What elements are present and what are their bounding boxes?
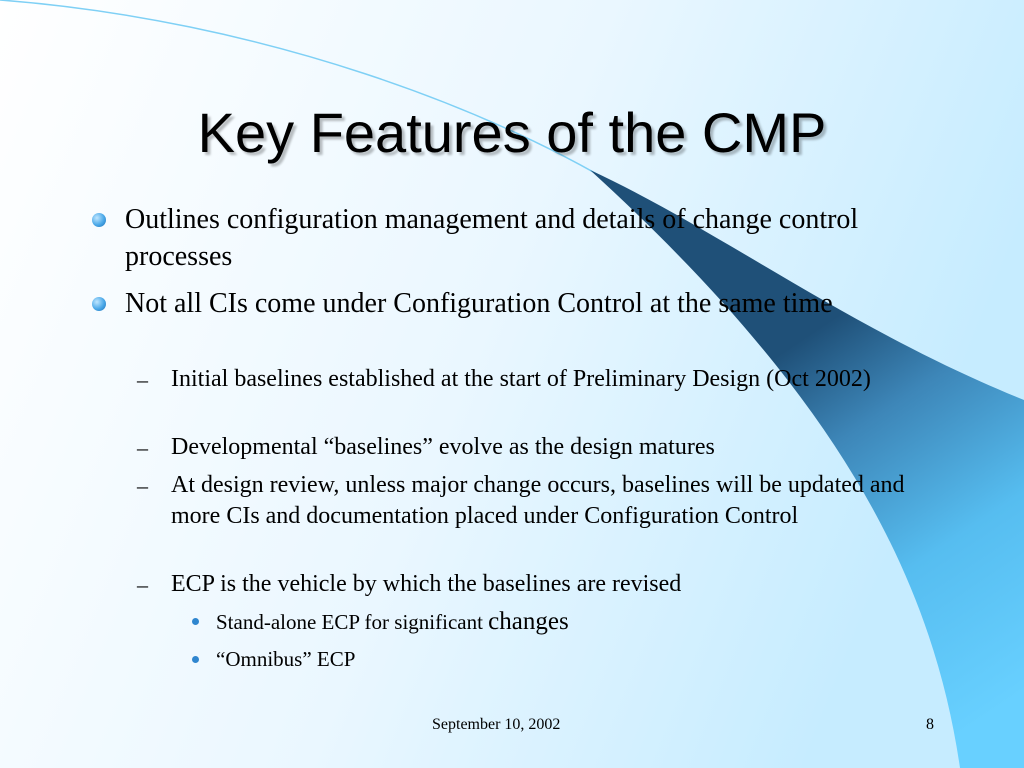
bullet-item — [125, 201, 925, 275]
small-dot-icon — [192, 618, 199, 625]
dash-icon: – — [137, 435, 148, 460]
sub-bullet-text: At design review, unless major change occurs, baselines will be updated and more CIs and documentation placed under Configuration Control — [171, 472, 905, 529]
footer-date: September 10, 2002 — [432, 716, 561, 733]
small-dot-icon — [192, 656, 199, 663]
sub-bullet-text: Developmental “baselines” evolve as the design matures — [171, 434, 715, 460]
sub-sub-bullet-text-large: changes — [488, 608, 569, 635]
bullet-dot-icon — [92, 213, 106, 227]
slide-number: 8 — [926, 716, 934, 733]
sub-bullet-item — [137, 432, 931, 463]
bullet-dot-icon — [92, 297, 106, 311]
bullet-text: Not all CIs come under Configuration Control at the same time — [125, 288, 833, 319]
bullet-item — [125, 285, 925, 322]
sub-bullet-item — [137, 364, 931, 395]
sub-sub-bullet-text: Stand-alone ECP for significant — [216, 610, 489, 634]
dash-icon: – — [137, 473, 148, 498]
sub-bullet-item — [137, 470, 931, 532]
sub-sub-bullet-text: “Omnibus” ECP — [216, 647, 356, 671]
bullet-text: Outlines configuration management and details of change control processes — [125, 204, 859, 272]
sub-bullet-text: ECP is the vehicle by which the baselines are revised — [171, 571, 682, 597]
sub-sub-bullet-item — [216, 646, 916, 673]
slide-title: Key Features of the CMP — [197, 101, 827, 164]
sub-bullet-text: Initial baselines established at the start of Preliminary Design (Oct 2002) — [171, 366, 871, 392]
dash-icon: – — [137, 572, 148, 597]
sub-bullet-item — [137, 569, 931, 600]
dash-icon: – — [137, 367, 148, 392]
sub-sub-bullet-item — [216, 608, 916, 636]
